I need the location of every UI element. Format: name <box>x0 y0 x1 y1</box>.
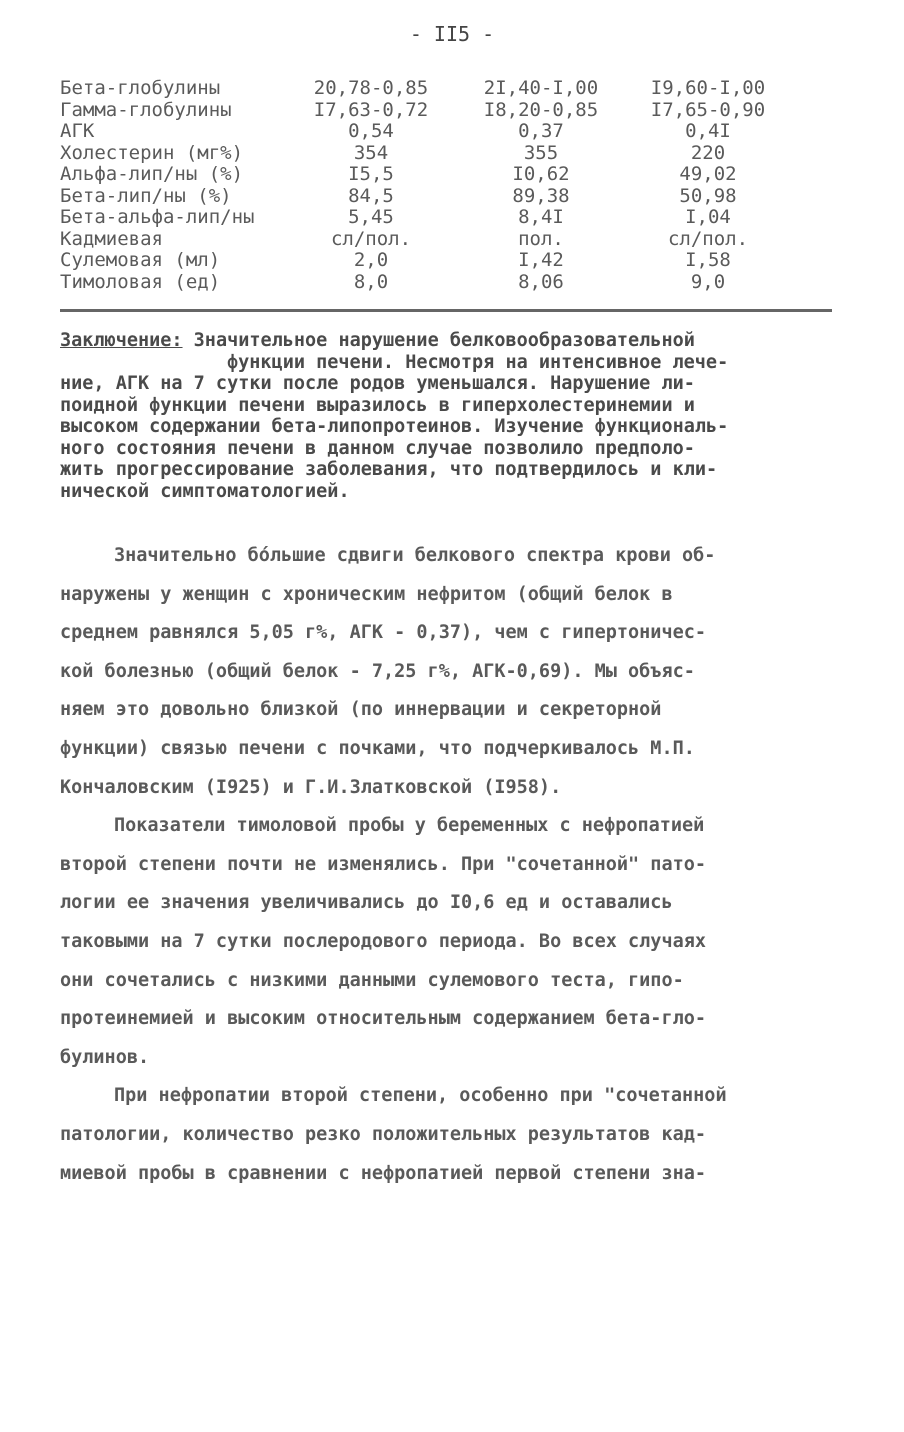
row-label: Бета-глобулины <box>60 77 221 99</box>
paragraph-line: патологии, количество резко положительных результатов кад- <box>60 1123 707 1145</box>
row-label: Тимоловая (ед) <box>60 270 221 293</box>
row-label: Кадмиевая <box>60 227 163 250</box>
row-label: Бета-альфа-лип/ны <box>60 206 255 228</box>
paragraph-line: протеинемией и высоким относительным содержанием бета-гло- <box>60 1008 707 1030</box>
paragraph-line: второй степени почти не изменялись. При "сочетанной" пато- <box>60 853 707 875</box>
row-label: Гамма-глобулины <box>60 98 232 121</box>
paragraph-line: таковыми на 7 сутки послеродового периода. Во всех случаях <box>60 930 707 952</box>
cell-value-2: 2I,40-I,00 <box>483 77 599 99</box>
cell-value-3: 49,02 <box>679 163 737 185</box>
cell-value-2: пол. <box>518 227 564 250</box>
paragraph-line: они сочетались с низкими данными сулемового теста, гипо- <box>60 969 684 991</box>
paragraph-line: логии ее значения увеличивались до I0,6 ед и оставались <box>60 892 673 914</box>
conclusion-block <box>60 330 840 502</box>
divider-line <box>60 309 832 312</box>
row-label: Сулемовая (мл) <box>60 249 221 271</box>
cell-value-2: I,42 <box>518 249 564 271</box>
row-label: Холестерин (мг%) <box>60 141 244 164</box>
cell-value-1: 20,78-0,85 <box>313 77 429 99</box>
conclusion-first-line <box>60 330 840 352</box>
cell-value-2: 0,37 <box>518 120 564 142</box>
cell-value-3: I,04 <box>685 206 731 228</box>
conclusion-label: Заключение: <box>60 330 183 351</box>
paragraph-line: наружены у женщин с хроническим нефритом (общий белок в <box>60 583 673 605</box>
page-number: - II5 - <box>409 22 495 46</box>
body-text <box>60 537 840 1193</box>
cell-value-3: сл/пол. <box>667 227 749 250</box>
paragraph-line: Показатели тимоловой пробы у беременных с нефропатией <box>114 815 705 837</box>
row-label: АГК <box>60 120 95 142</box>
cell-value-3: 9,0 <box>690 270 726 293</box>
cell-value-3: 0,4I <box>685 120 731 142</box>
paragraph-line: Кончаловским (I925) и Г.И.Златковской (I958). <box>60 776 562 798</box>
cell-value-1: 84,5 <box>348 184 394 207</box>
cell-value-1: сл/пол. <box>330 227 412 250</box>
row-label: Альфа-лип/ны (%) <box>60 163 244 185</box>
conclusion-text: Значительное нарушение белковообразовательной <box>182 330 695 351</box>
paragraph-line: При нефропатии второй степени, особенно при "сочетанной <box>114 1085 727 1107</box>
cell-value-3: I7,65-0,90 <box>650 98 766 121</box>
row-label: Бета-лип/ны (%) <box>60 184 232 207</box>
cell-value-2: I0,62 <box>512 163 570 185</box>
paragraph-line: среднем равнялся 5,05 г%, АГК - 0,37), чем с гипертоничес- <box>60 622 707 644</box>
conclusion-line: ного состояния печени в данном случае позволило предполо- <box>60 437 695 459</box>
paragraph-line: кой болезнью (общий белок - 7,25 г%, АГК-0,69). Мы объяс- <box>60 660 695 682</box>
cell-value-3: 50,98 <box>679 184 737 207</box>
cell-value-2: 8,4I <box>518 206 564 228</box>
cell-value-1: 8,0 <box>353 270 389 293</box>
conclusion-line: поидной функции печени выразилось в гиперхолестеринемии и <box>60 394 695 416</box>
conclusion-line: функции печени. Несмотря на интенсивное лече- <box>227 351 729 373</box>
cell-value-1: I7,63-0,72 <box>313 98 429 121</box>
paragraph-line: функции) связью печени с почками, что подчеркивалось М.П. <box>60 737 695 759</box>
cell-value-3: I,58 <box>685 249 731 271</box>
cell-value-2: 355 <box>523 141 559 164</box>
cell-value-1: 0,54 <box>348 120 394 142</box>
cell-value-3: 220 <box>690 141 726 164</box>
conclusion-line: ние, АГК на 7 сутки после родов уменьшался. Нарушение ли- <box>60 373 695 394</box>
cell-value-1: 2,0 <box>353 249 389 271</box>
conclusion-line: жить прогрессирование заболевания, что подтвердилось и кли- <box>60 459 718 480</box>
paragraph-line: булинов. <box>60 1046 150 1068</box>
cell-value-2: I8,20-0,85 <box>483 98 599 121</box>
cell-value-3: I9,60-I,00 <box>650 77 766 99</box>
conclusion-line: нической симптоматологией. <box>60 480 350 502</box>
cell-value-2: 8,06 <box>518 270 564 293</box>
cell-value-1: 5,45 <box>348 206 394 228</box>
conclusion-line: высоком содержании бета-липопротеинов. Изучение функциональ- <box>60 416 729 437</box>
paragraph-line: миевой пробы в сравнении с нефропатией первой степени зна- <box>60 1162 707 1184</box>
paragraph-line: няем это довольно близкой (по иннервации и секреторной <box>60 699 662 721</box>
paragraph-line: Значительно бо́льшие сдвиги белкового спектра крови об- <box>114 545 716 566</box>
cell-value-1: I5,5 <box>348 163 394 185</box>
cell-value-2: 89,38 <box>512 184 570 207</box>
cell-value-1: 354 <box>353 141 389 164</box>
